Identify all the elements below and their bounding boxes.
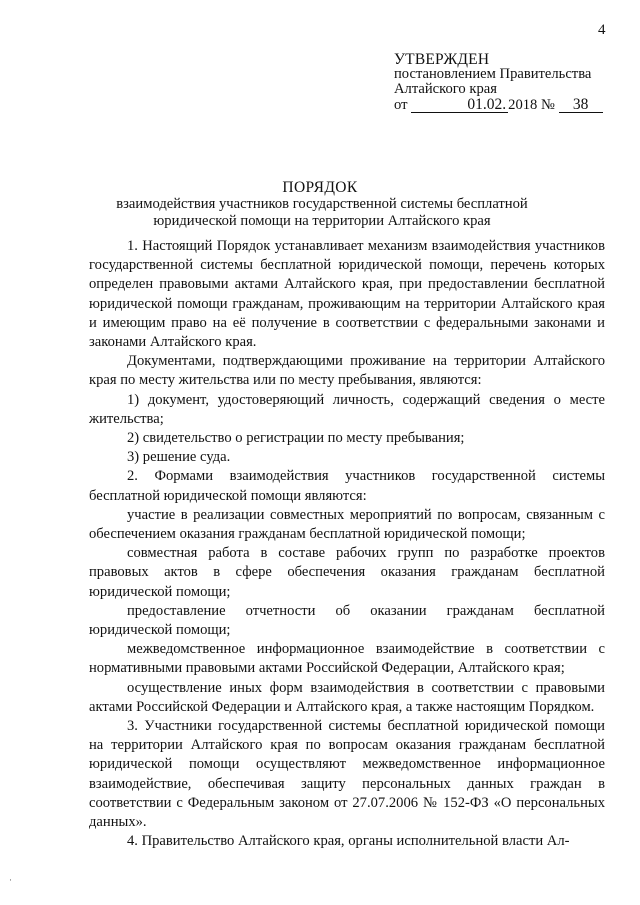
paragraph: 2) свидетельство о регистрации по месту пребывания; bbox=[127, 430, 465, 447]
approval-prefix: от bbox=[394, 97, 408, 113]
paragraph: 2. Формами взаимодействия участников государственной системы бесплатной юридической помощи являются: bbox=[89, 468, 605, 504]
paragraph: 1. Настоящий Порядок устанавливает механизм взаимодействия участников государственной системы бесплатной юридической помощи, перечень которых определен правовыми актами Алтайского края, при предоставлении бесплатной юридической помощи гражданам, проживающим на территории Алтайского края и имеющим право на её получение в соответствии с федеральными законами и законами Алтайского края. bbox=[89, 238, 605, 351]
paragraph: 3) решение суда. bbox=[127, 449, 231, 466]
paragraph: Документами, подтверждающими проживание на территории Алтайского края по месту жительства или по месту пребывания, являются: bbox=[89, 353, 605, 389]
approval-year: 2018 № bbox=[508, 97, 555, 113]
document-title: ПОРЯДОК bbox=[282, 179, 358, 196]
paragraph: совместная работа в составе рабочих групп по разработке проектов правовых актов в сфере обеспечения оказания гражданам бесплатной юридической помощи; bbox=[89, 545, 605, 600]
approval-stamp bbox=[394, 52, 626, 113]
approval-number: 38 bbox=[559, 97, 603, 113]
approval-heading: УТВЕРЖДЕН bbox=[394, 51, 490, 68]
paragraph: участие в реализации совместных мероприятий по вопросам, связанным с обеспечением оказания гражданам бесплатной юридической помощи; bbox=[89, 506, 605, 543]
page-number: 4 bbox=[598, 22, 606, 38]
paragraph: 4. Правительство Алтайского края, органы исполнительной власти Ал- bbox=[127, 833, 570, 850]
paragraph: межведомственное информационное взаимодействие в соответствии с нормативными правовыми актами Российской Федерации, Алтайского края; bbox=[89, 641, 605, 677]
approval-line-1: постановлением Правительства bbox=[394, 66, 592, 82]
paragraph: предоставление отчетности об оказании гражданам бесплатной юридической помощи; bbox=[89, 602, 605, 639]
paragraph: 1) документ, удостоверяющий личность, содержащий сведения о месте жительства; bbox=[89, 391, 605, 427]
document-body bbox=[89, 237, 605, 852]
approval-line-2: Алтайского края bbox=[394, 81, 497, 97]
approval-date-row bbox=[394, 97, 626, 113]
margin-mark: · bbox=[9, 875, 12, 885]
paragraph: 3. Участники государственной системы бесплатной юридической помощи на территории Алтайского края по вопросам оказания гражданам бесплатной юридической помощи осуществляют межведомственное информационное взаимодействие, обеспечивая защиту персональных данных граждан в соответствии с Федеральным законом от 27.07.2006 № 152-ФЗ «О персональных данных». bbox=[89, 718, 605, 831]
document-subtitle: взаимодействия участников государственной системы бесплатной юридической помощи на территории Алтайского края bbox=[116, 196, 528, 229]
approval-date: 01.02. bbox=[411, 97, 508, 113]
paragraph: осуществление иных форм взаимодействия в соответствии с правовыми актами Российской Федерации и Алтайского края, а также настоящим Порядком. bbox=[89, 679, 605, 715]
